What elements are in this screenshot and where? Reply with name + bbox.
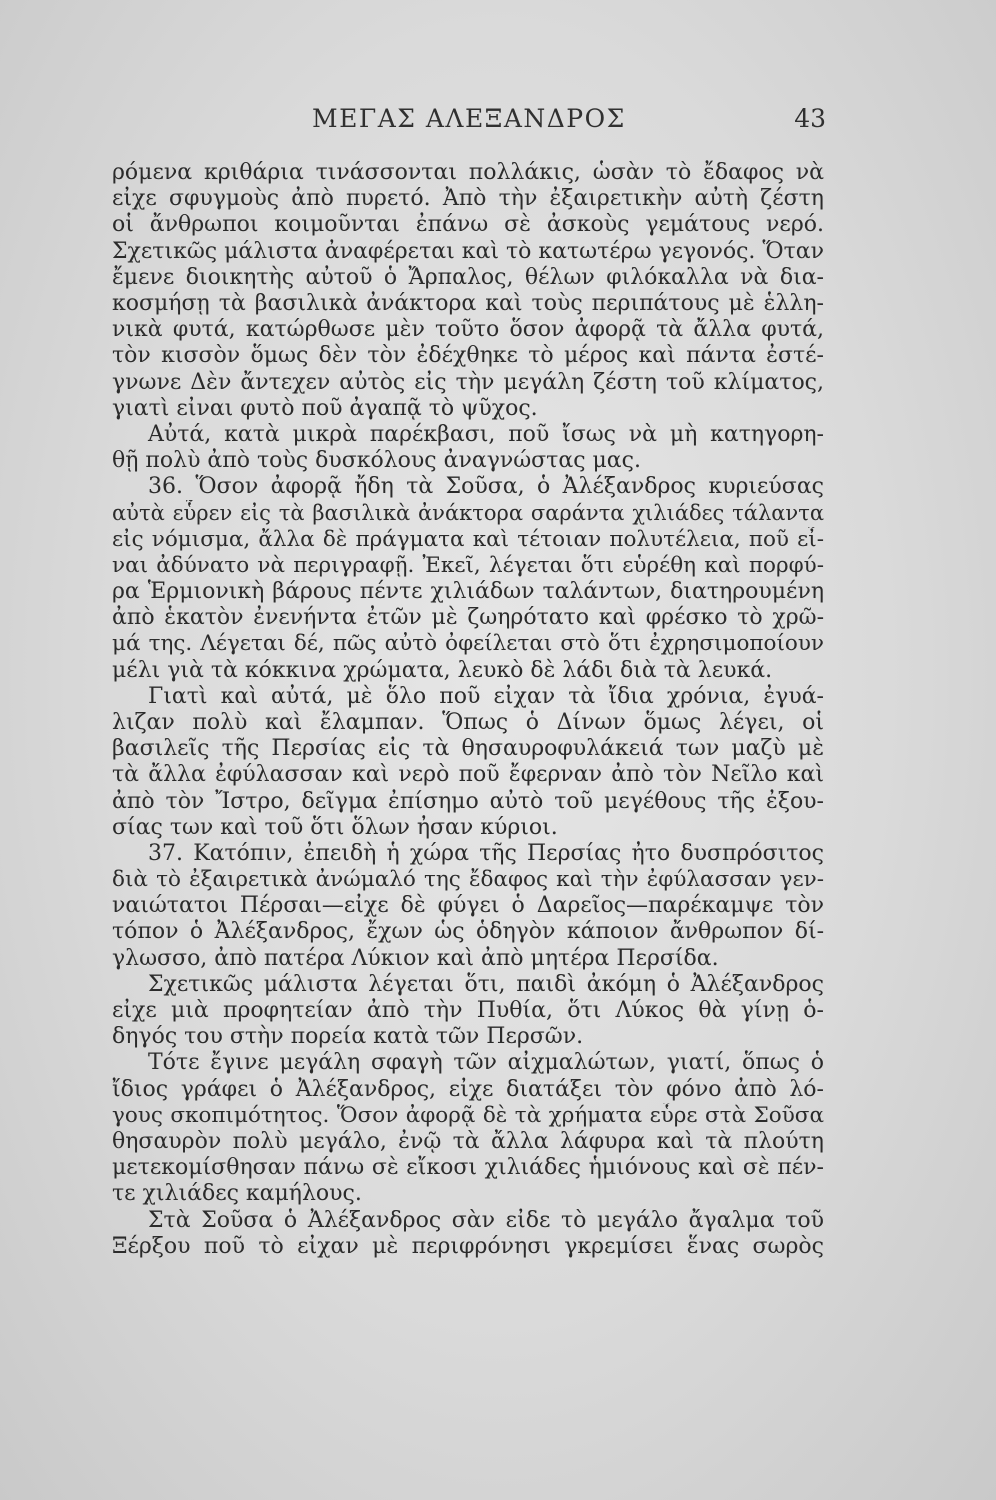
text-line: τόπον ὁ Ἀλέξανδρος, ἔχων ὡς ὁδηγὸν κάποιον ἄνθρωπον δί- bbox=[112, 919, 824, 945]
body-text bbox=[112, 160, 824, 1260]
text-line: Ξέρξου ποῦ τὸ εἶχαν μὲ περιφρόνησι γκρεμίσει ἕνας σωρὸς bbox=[112, 1233, 824, 1259]
text-line: λιζαν πολὺ καὶ ἔλαμπαν. Ὅπως ὁ Δίνων ὅμως λέγει, οἱ bbox=[112, 709, 824, 735]
text-line: κοσμήσῃ τὰ βασιλικὰ ἀνάκτορα καὶ τοὺς περιπάτους μὲ ἑλλη- bbox=[112, 290, 824, 316]
text-line: γνωνε Δὲν ἄντεχεν αὐτὸς εἰς τὴν μεγάλη ζέστη τοῦ κλίματος, bbox=[112, 369, 824, 395]
text-line: εἰς νόμισμα, ἄλλα δὲ πράγματα καὶ τέτοιαν πολυτέλεια, ποῦ εἶ- bbox=[112, 526, 824, 552]
text-line: Γιατὶ καὶ αὐτά, μὲ ὅλο ποῦ εἶχαν τὰ ἴδια χρόνια, ἐγυά- bbox=[148, 683, 824, 709]
text-line: τε χιλιάδες καμήλους. bbox=[112, 1181, 362, 1207]
text-line: εἶχε σφυγμοὺς ἀπὸ πυρετό. Ἀπὸ τὴν ἐξαιρετικὴν αὐτὴ ζέστη bbox=[112, 186, 824, 212]
text-line: ἀπὸ τὸν Ἴστρο, δεῖγμα ἐπίσημο αὐτὸ τοῦ μεγέθους τῆς ἐξου- bbox=[112, 788, 824, 814]
text-line: γλωσσο, ἀπὸ πατέρα Λύκιον καὶ ἀπὸ μητέρα Περσίδα. bbox=[112, 945, 719, 971]
text-line: Στὰ Σοῦσα ὁ Ἀλέξανδρος σὰν εἶδε τὸ μεγάλο ἄγαλμα τοῦ bbox=[148, 1207, 824, 1233]
text-line: θῇ πολὺ ἀπὸ τοὺς δυσκόλους ἀναγνώστας μας. bbox=[112, 448, 641, 474]
text-line: ἀπὸ ἑκατὸν ἐνενήντα ἐτῶν μὲ ζωηρότατο καὶ φρέσκο τὸ χρῶ- bbox=[112, 605, 824, 631]
text-line: ρα Ἑρμιονικὴ βάρους πέντε χιλιάδων ταλάντων, διατηρουμένη bbox=[112, 579, 824, 604]
page-number: 43 bbox=[794, 104, 826, 133]
text-line: 36. Ὅσον ἀφορᾷ ἤδη τὰ Σοῦσα, ὁ Ἀλέξανδρος κυριεύσας bbox=[148, 474, 824, 500]
text-line: Σχετικῶς μάλιστα ἀναφέρεται καὶ τὸ κατωτέρω γεγονός. Ὅταν bbox=[112, 238, 824, 264]
text-line: μέλι γιὰ τὰ κόκκινα χρώματα, λευκὸ δὲ λάδι διὰ τὰ λευκά. bbox=[112, 657, 773, 683]
text-line: διὰ τὸ ἐξαιρετικὰ ἀνώμαλό της ἔδαφος καὶ τὴν ἐφύλασσαν γεν- bbox=[112, 867, 824, 893]
text-line: οἱ ἄνθρωποι κοιμοῦνται ἐπάνω σὲ ἀσκοὺς γεμάτους νερό. bbox=[112, 212, 824, 238]
text-line: ρόμενα κριθάρια τινάσσονται πολλάκις, ὡσὰν τὸ ἔδαφος νὰ bbox=[112, 160, 824, 185]
page-header bbox=[112, 104, 826, 144]
text-line: Σχετικῶς μάλιστα λέγεται ὅτι, παιδὶ ἀκόμη ὁ Ἀλέξανδρος bbox=[148, 971, 824, 997]
text-line: μά της. Λέγεται δέ, πῶς αὐτὸ ὀφείλεται στὸ ὅτι ἐχρησιμοποίουν bbox=[112, 631, 824, 657]
text-line: τὸν κισσὸν ὅμως δὲν τὸν ἐδέχθηκε τὸ μέρος καὶ πάντα ἐστέ- bbox=[112, 343, 824, 369]
text-line: γιατὶ εἶναι φυτὸ ποῦ ἀγαπᾷ τὸ ψῦχος. bbox=[112, 395, 538, 421]
text-line: σίας των καὶ τοῦ ὅτι ὅλων ἦσαν κύριοι. bbox=[112, 814, 558, 840]
text-line: ναι ἀδύνατο νὰ περιγραφῇ. Ἐκεῖ, λέγεται ὅτι εὑρέθη καὶ πορφύ- bbox=[112, 552, 824, 578]
text-line: Αὐτά, κατὰ μικρὰ παρέκβασι, ποῦ ἴσως νὰ μὴ κατηγορη- bbox=[148, 421, 824, 447]
running-title: ΜΕΓΑΣ ΑΛΕΞΑΝΔΡΟΣ bbox=[312, 104, 626, 133]
text-line: ἴδιος γράφει ὁ Ἀλέξανδρος, εἶχε διατάξει τὸν φόνο ἀπὸ λό- bbox=[112, 1076, 824, 1102]
text-line: θησαυρὸν πολὺ μεγάλο, ἐνῷ τὰ ἄλλα λάφυρα καὶ τὰ πλούτη bbox=[112, 1128, 824, 1154]
text-line: δηγός του στὴν πορεία κατὰ τῶν Περσῶν. bbox=[112, 1024, 584, 1050]
text-line: βασιλεῖς τῆς Περσίας εἰς τὰ θησαυροφυλάκειά των μαζὺ μὲ bbox=[112, 736, 824, 762]
text-line: ἔμενε διοικητὴς αὐτοῦ ὁ Ἄρπαλος, θέλων φιλόκαλλα νὰ δια- bbox=[112, 264, 824, 290]
text-line: 37. Κατόπιν, ἐπειδὴ ἡ χώρα τῆς Περσίας ἦτο δυσπρόσιτος bbox=[148, 840, 824, 866]
text-line: γους σκοπιμότητος. Ὅσον ἀφορᾷ δὲ τὰ χρήματα εὗρε στὰ Σοῦσα bbox=[112, 1102, 824, 1128]
text-line: ναιώτατοι Πέρσαι—εἶχε δὲ φύγει ὁ Δαρεῖος—παρέκαμψε τὸν bbox=[112, 893, 824, 919]
text-line: μετεκομίσθησαν πάνω σὲ εἴκοσι χιλιάδες ἡμιόνους καὶ σὲ πέν- bbox=[112, 1155, 824, 1181]
text-line: αὐτὰ εὗρεν εἰς τὰ βασιλικὰ ἀνάκτορα σαράντα χιλιάδες τάλαντα bbox=[112, 501, 824, 526]
text-line: νικὰ φυτά, κατώρθωσε μὲν τοῦτο ὅσον ἀφορᾷ τὰ ἄλλα φυτά, bbox=[112, 317, 824, 343]
text-line: Τότε ἔγινε μεγάλη σφαγὴ τῶν αἰχμαλώτων, γιατί, ὅπως ὁ bbox=[148, 1050, 824, 1076]
text-line: τὰ ἄλλα ἐφύλασσαν καὶ νερὸ ποῦ ἔφερναν ἀπὸ τὸν Νεῖλο καὶ bbox=[112, 762, 824, 788]
text-line: εἶχε μιὰ προφητείαν ἀπὸ τὴν Πυθία, ὅτι Λύκος θὰ γίνῃ ὁ- bbox=[112, 998, 824, 1023]
